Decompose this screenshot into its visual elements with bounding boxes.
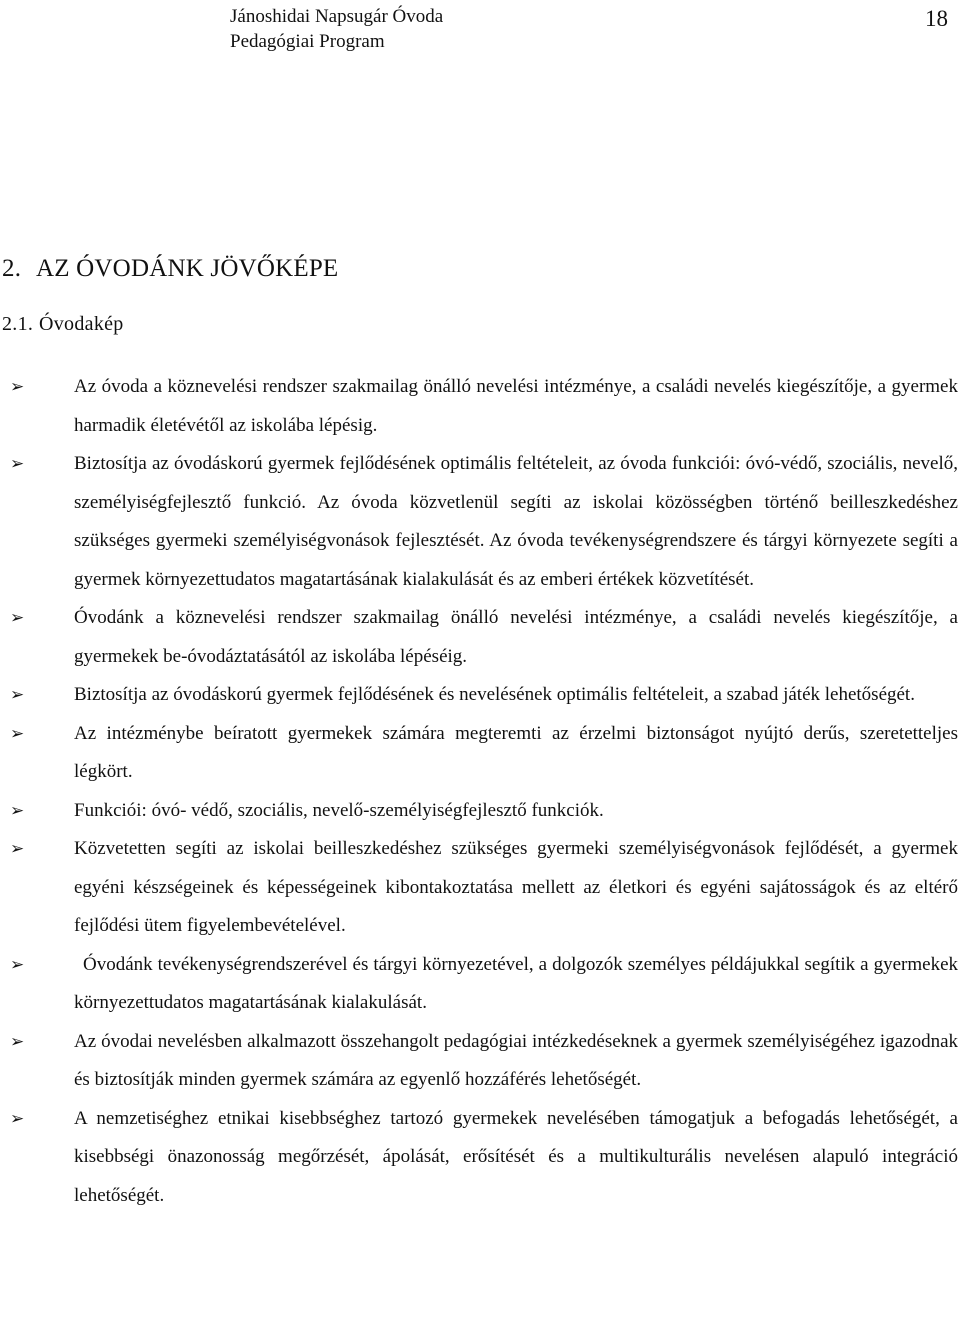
list-item <box>0 1023 958 1100</box>
arrowhead-bullet-icon: ➢ <box>10 839 25 859</box>
header-document-title: Pedagógiai Program <box>230 31 385 52</box>
list-item-text: Közvetetten segíti az iskolai beilleszkedéshez szükséges gyermeki személyiségvonások fejlődését, a gyermek egyéni készségeinek és képességeinek kibontakoztatása mellett az életkori és egyéni sajátosságok és az eltérő fejlődési ütem figyelembevételével. <box>74 838 958 936</box>
arrowhead-bullet-icon: ➢ <box>10 608 25 628</box>
list-item <box>0 946 958 1023</box>
page-number: 18 <box>925 6 948 31</box>
arrowhead-bullet-icon: ➢ <box>10 1031 25 1052</box>
page-header <box>0 4 960 54</box>
chapter-title-text: AZ ÓVODÁNK JÖVŐKÉPE <box>36 255 339 282</box>
list-item-text: Biztosítja az óvodáskorú gyermek fejlődésének optimális feltételeit, az óvoda funkciói: óvó-védő, szociális, nevelő, személyiségfejlesztő funkció. Az óvoda közvetlenül segíti az iskolai közösségben történő beilleszkedéshez szükséges gyermeki személyiségvonások fejlesztését. Az óvoda tevékenységrendszere és tárgyi környezete segíti a gyermek környezettudatos magatartásának kialakulását és az emberi értékek közvetítését. <box>74 453 958 590</box>
list-item-text: Funkciói: óvó- védő, szociális, nevelő-személyiségfejlesztő funkciók. <box>74 799 604 821</box>
arrowhead-bullet-icon: ➢ <box>10 685 25 705</box>
section-title-text: Óvodakép <box>39 313 124 335</box>
arrowhead-bullet-icon: ➢ <box>10 800 25 821</box>
list-item-text: Óvodánk tevékenységrendszerével és tárgyi környezetével, a dolgozók személyes példájukkal segítik a gyermekek környezettudatos magatartásának kialakulását. <box>74 953 958 1013</box>
list-item <box>0 715 958 792</box>
list-item <box>0 676 958 715</box>
list-item <box>0 368 958 445</box>
list-item-text: Az óvoda a köznevelési rendszer szakmailag önálló nevelési intézménye, a családi nevelés kiegészítője, a gyermek harmadik életévétől az iskolába lépésig. <box>74 376 958 436</box>
list-item <box>0 830 958 946</box>
list-item-text: Biztosítja az óvodáskorú gyermek fejlődésének és nevelésének optimális feltételeit, a szabad játék lehetőségét. <box>74 684 915 705</box>
header-institution: Jánoshidai Napsugár Óvoda <box>230 6 444 27</box>
arrowhead-bullet-icon: ➢ <box>10 1108 25 1129</box>
chapter-number: 2. <box>2 255 22 282</box>
list-item-text: Az óvodai nevelésben alkalmazott összehangolt pedagógiai intézkedéseknek a gyermek személyiségéhez igazodnak és biztosítják minden gyermek számára az egyenlő hozzáférés lehetőségét. <box>74 1030 958 1090</box>
chapter-title <box>0 255 338 283</box>
list-item-text: Óvodánk a köznevelési rendszer szakmailag önálló nevelési intézménye, a családi nevelés kiegészítője, a gyermekek be-óvodáztatásától az iskolába lépéséig. <box>74 607 958 667</box>
header-left <box>230 4 443 54</box>
bullet-list <box>0 368 958 1215</box>
list-item <box>0 445 958 599</box>
arrowhead-bullet-icon: ➢ <box>10 954 25 975</box>
arrowhead-bullet-icon: ➢ <box>10 377 25 397</box>
list-item-text: Az intézménybe beíratott gyermekek számára megteremti az érzelmi biztonságot nyújtó derűs, szeretetteljes légkört. <box>74 722 958 782</box>
list-item <box>0 599 958 676</box>
arrowhead-bullet-icon: ➢ <box>10 454 25 474</box>
list-item <box>0 1100 958 1216</box>
section-number: 2.1. <box>2 313 34 335</box>
section-title <box>0 313 124 336</box>
list-item <box>0 792 958 831</box>
arrowhead-bullet-icon: ➢ <box>10 723 25 744</box>
list-item-text: A nemzetiséghez etnikai kisebbséghez tartozó gyermekek nevelésében támogatjuk a befogadás lehetőségét, a kisebbségi önazonosság megőrzését, ápolását, erősítését és a multikulturális nevelésen alapuló integráció lehetőségét. <box>74 1107 958 1206</box>
